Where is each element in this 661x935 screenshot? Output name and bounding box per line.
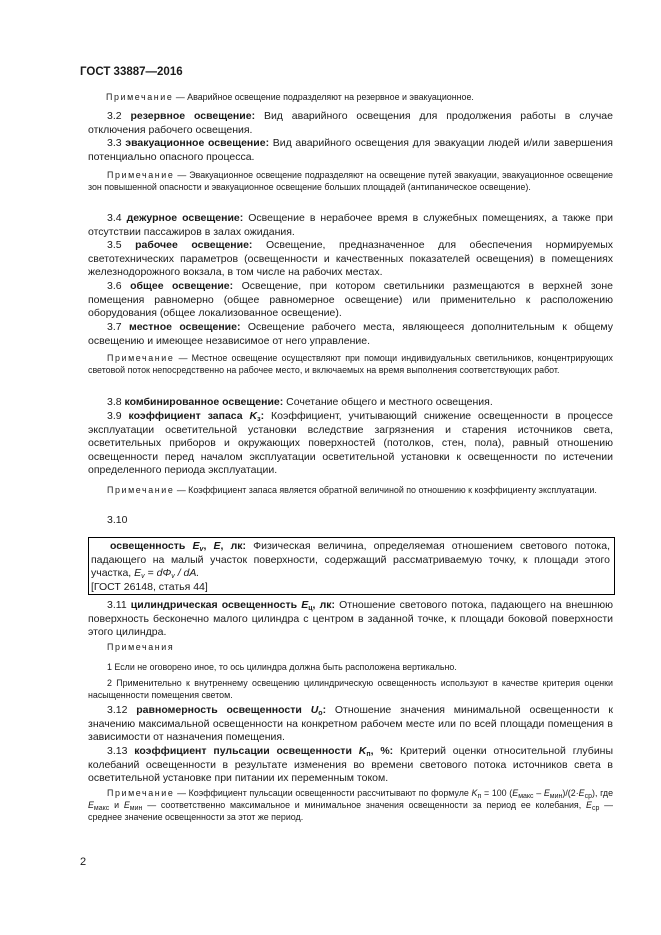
term-3-2: 3.2 резервное освещение: Вид аварийного освещения для продолжения работы в случае отключения рабочего освещения.: [88, 110, 613, 136]
symbol: E: [301, 599, 309, 611]
note-5-1: 1 Если не оговорено иное, то ось цилиндра должна быть расположена вертикально.: [107, 662, 457, 672]
document-header: ГОСТ 33887—2016: [80, 66, 183, 78]
note-label: Примечание: [107, 788, 175, 798]
term-name: коэффициент пульсации освещенности: [134, 745, 352, 757]
term-3-8: 3.8 комбинированное освещение: Сочетание общего и местного освещения.: [107, 396, 493, 408]
term-3-12: 3.12 равномерность освещенности $U_о$: Отношение значения минимальной освещенности к значению максимальной освещенности на конкретном рабочем месте или по всей площади помещения в зависимости от назначения помещения.: [88, 704, 614, 744]
term-3-7: 3.7 местное освещение: Освещение рабочего места, являющееся дополнительным к общему освещению и имеющее независимое от него управление.: [88, 321, 613, 347]
term-3-4: 3.4 дежурное освещение: Освещение в нерабочее время в служебных помещениях, а также при отсутствии пассажиров в залах ожидания.: [88, 212, 613, 238]
note-label: Примечание: [106, 92, 174, 102]
note-label: Примечание: [107, 353, 175, 363]
term-name: коэффициент запаса: [128, 410, 243, 422]
term-source: [ГОСТ 26148, статья 44]: [91, 580, 208, 593]
term-3-10-box: [88, 537, 615, 595]
note-2: Примечание — Эвакуационное освещение подразделяют на освещение путей эвакуации, эвакуационное освещение зон повышенной опасности и эвакуационное освещение больших площадей (антипаническое освещение).: [88, 170, 613, 193]
note-4: Примечание — Коэффициент запаса является обратной величиной по отношению к коэффициенту эксплуатации.: [107, 485, 597, 495]
term-name: местное освещение:: [128, 321, 241, 333]
term-name: резервное освещение:: [130, 110, 256, 122]
note-label: Примечание: [107, 485, 175, 495]
term-name: общее освещение:: [130, 280, 234, 292]
term-name: освещенность: [110, 540, 186, 552]
note-3: Примечание — Местное освещение осуществляют при помощи индивидуальных светильников, концентрирующих световой поток непосредственно на рабочее место, и включаемых на время выполнения соответствующих работ.: [88, 353, 613, 376]
term-3-10: освещенность $E_v$, E, лк: Физическая величина, определяемая отношением светового потока, падающего на малый участок поверхности, содержащий рассматриваемую точку, к площади этого участка, $E_v = d\Phi_v$ / dA. [ГОСТ 26148, статья 44]: [91, 540, 610, 593]
notes-5-label: Примечания: [107, 642, 175, 652]
symbol: K: [249, 410, 258, 422]
term-3-5: 3.5 рабочее освещение: Освещение, предназначенное для обеспечения нормируемых светотехнических параметров (освещенности и качественных показателей освещения) в помещениях железнодорожного вокзала, в том числе на рабочих местах.: [88, 239, 614, 279]
term-name: дежурное освещение:: [126, 212, 244, 224]
term-3-6: 3.6 общее освещение: Освещение, при котором светильники размещаются в верхней зоне помещения равномерно (общее равномерное освещение) или применительно к расположению оборудования (общее локализованное освещение).: [88, 280, 613, 320]
symbol: U: [310, 704, 319, 716]
formula: E: [134, 567, 142, 580]
term-name: эвакуационное освещение:: [125, 137, 270, 149]
term-3-9: 3.9 коэффициент запаса $K_з$: Коэффициент, учитывающий снижение освещенности в процессе эксплуатации осветительной установки вследствие загрязнения и старения источников света, осветительных приборов и окружающих поверхностей (потолков, стен, пола), равный отношению освещенности перед началом эксплуатации осветительной установки к освещенности по истечении определенного периода эксплуатации.: [88, 410, 614, 477]
page-number: 2: [80, 856, 87, 868]
note-5-2: 2 Применительно к внутреннему освещению цилиндрическую освещенность используют в качестве критерия оценки насыщенности помещения светом.: [88, 678, 613, 701]
term-3-13: 3.13 коэффициент пульсации освещенности $K_п$, %: Критерий оценки относительной глубины колебаний освещенности в результате изменения во времени светового потока источников света в осветительной установке при питании их переменным током.: [88, 745, 614, 785]
term-name: комбинированное освещение:: [124, 396, 284, 408]
term-3-3: 3.3 эвакуационное освещение: Вид аварийного освещения для эвакуации людей и/или завершения потенциально опасного процесса.: [88, 137, 613, 163]
term-name: равномерность освещенности: [136, 704, 302, 716]
note-1: Примечание — Аварийное освещение подразделяют на резервное и эвакуационное.: [106, 92, 474, 102]
symbol: K: [358, 745, 367, 757]
term-3-11: 3.11 цилиндрическая освещенность $E_ц$, лк: Отношение светового потока, падающего на внешнюю поверхность бесконечно малого цилиндра с центром в заданной точке, к площади боковой поверхности этого цилиндра.: [88, 599, 613, 639]
note-6: Примечание — Коэффициент пульсации освещенности рассчитывают по формуле $K_п = 100$ $(E_{макс} - E_{мин})/(2\cdot E_{ср})$, где $E_{макс}$ и $E_{мин}$ — соответственно максимальное и минимальное значения освещенности за период ее колебания, $E_{ср}$ — среднее значение освещенности за этот же период.: [88, 788, 614, 823]
term-name: рабочее освещение:: [135, 239, 253, 251]
term-3-10-number: 3.10: [107, 514, 128, 526]
note-label: Примечание: [107, 170, 175, 180]
term-name: цилиндрическая освещенность: [130, 599, 298, 611]
